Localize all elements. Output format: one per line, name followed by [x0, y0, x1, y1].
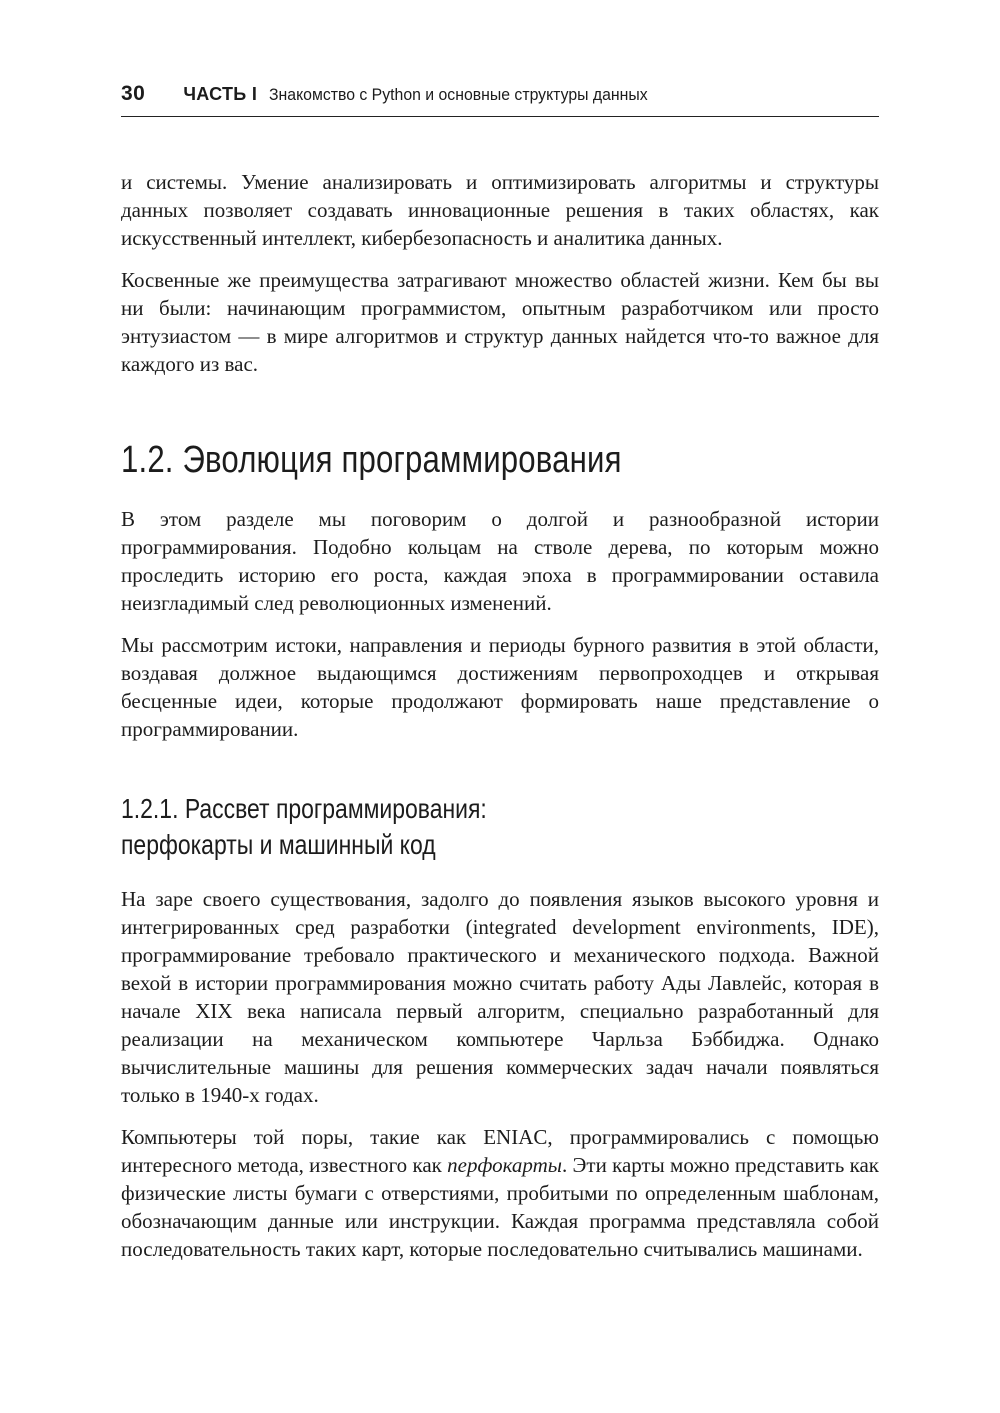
subsection-heading-line-2: перфокарты и машинный код: [121, 829, 436, 860]
subsection-heading-line-1: 1.2.1. Рассвет программирования:: [121, 793, 487, 824]
intro-text: [121, 168, 879, 378]
running-head: [121, 82, 879, 117]
section-1-2-1-text: [121, 885, 879, 1263]
section-1-2-1-paragraph-1: На заре своего существования, задолго до появления языков высокого уровня и интегрированных сред разработки (integrated development environments, IDE), программирование требовало практического и механического подхода. Важной вехой в истории программирования можно считать работу Ады Лавлейс, которая в начале XIX века написала первый алгоритм, специально разработанный для реализации на механическом компьютере Чарльза Бэббиджа. Однако вычислительные машины для решения коммерческих задач начали появляться только в 1940-х годах.: [121, 887, 879, 1107]
intro-paragraph-2: Косвенные же преимущества затрагивают множество областей жизни. Кем бы вы ни были: начинающим программистом, опытным разработчиком или просто энтузиастом — в мире алгоритмов и структур данных найдется что-то важное для каждого из вас.: [121, 268, 879, 376]
term-punch-cards: перфокарты: [447, 1153, 562, 1177]
page-number: 30: [121, 82, 146, 105]
paragraph-2-lead: Компьютеры той поры, такие как ENIAC, программировались с помощью интересного метода, известного как: [121, 1125, 879, 1177]
section-1-2-1-paragraph-2: [121, 1123, 879, 1263]
section-heading-1-2: 1.2. Эволюция программирования: [121, 439, 622, 481]
section-1-2-text: [121, 505, 879, 743]
subsection-heading-1-2-1: [121, 791, 487, 863]
book-part-title: Знакомство с Python и основные структуры данных: [269, 85, 648, 104]
intro-paragraph-1: и системы. Умение анализировать и оптимизировать алгоритмы и структуры данных позволяет создавать инновационные решения в таких областях, как искусственный интеллект, кибербезопасность и аналитика данных.: [121, 170, 879, 250]
section-1-2-paragraph-2: Мы рассмотрим истоки, направления и периоды бурного развития в этой области, воздавая должное выдающимся достижениям первопроходцев и открывая бесценные идеи, которые продолжают формировать наше представление о программировании.: [121, 633, 879, 741]
paragraph-2-rest: . Эти карты можно представить как физические листы бумаги с отверстиями, пробитыми по определенным шаблонам, обозначающим данные или инструкции. Каждая программа представляла собой последовательность таких карт, которые последовательно считывались машинами.: [121, 1153, 879, 1261]
part-label: ЧАСТЬ I: [183, 84, 258, 104]
section-1-2-paragraph-1: В этом разделе мы поговорим о долгой и разнообразной истории программирования. Подобно кольцам на стволе дерева, по которым можно проследить историю его роста, каждая эпоха в программировании оставила неизгладимый след революционных изменений.: [121, 507, 879, 615]
